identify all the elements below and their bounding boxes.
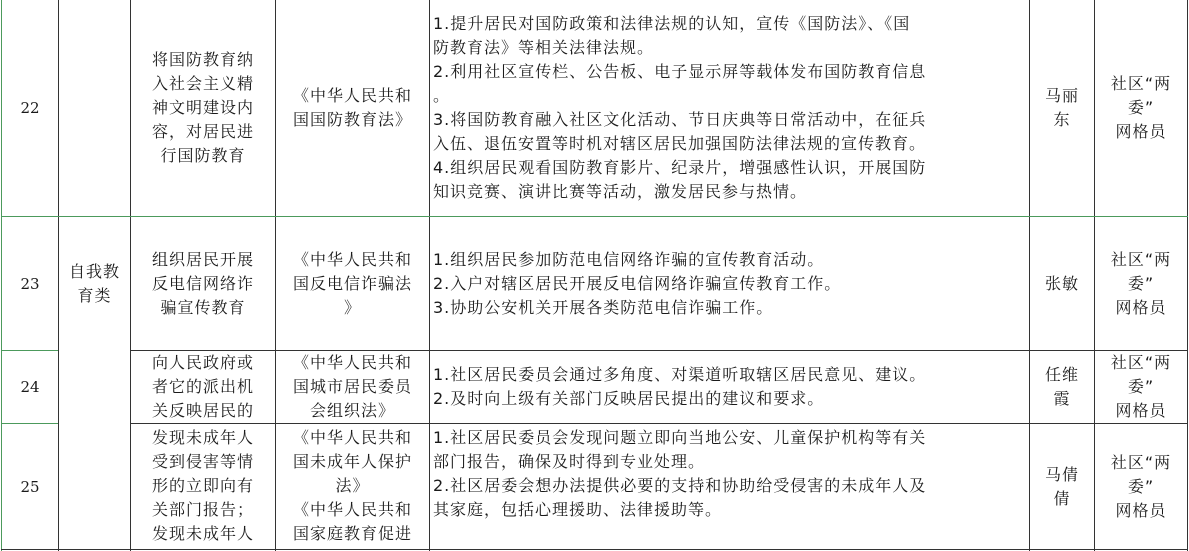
row-25-content-line: 形的立即向有 xyxy=(151,476,254,495)
right-border xyxy=(1187,0,1188,551)
row-25-content xyxy=(131,424,275,549)
row-23-role-line: 网格员 xyxy=(1115,297,1167,317)
row-24-content-line: 者它的派出机 xyxy=(151,377,254,396)
row-22-measure-line: 3.将国防教育融入社区文化活动、节日庆典等日常活动中，在征兵 xyxy=(433,110,927,129)
row-24-measures xyxy=(433,351,1027,423)
row-22-measure-line: 防教育法》等相关法律法规。 xyxy=(433,38,655,57)
row-22-measure-line: 1.提升居民对国防政策和法律法规的认知，宣传《国防法》、《国 xyxy=(433,14,911,33)
row-25-person xyxy=(1030,424,1094,549)
row-24-measure-line: 1.社区居民委员会通过多角度、对渠道听取辖区居民意见、建议。 xyxy=(433,365,927,384)
row-23-content-line: 组织居民开展 xyxy=(151,249,254,269)
row-25-law-line: 国未成年人保护 xyxy=(292,452,412,471)
row-23-person xyxy=(1030,217,1094,350)
row-25-law-line: 法》 xyxy=(335,476,370,495)
row-24-law xyxy=(276,351,429,423)
row-24-law-line: 国城市居民委员 xyxy=(292,377,412,396)
row-22-measures xyxy=(433,2,1027,214)
row-24-role xyxy=(1095,351,1187,423)
row-25-measure-line: 1.社区居民委员会发现问题立即向当地公安、儿童保护机构等有关 xyxy=(433,428,927,447)
row-25-person-line: 马倩 xyxy=(1044,464,1079,484)
row-23-number: 23 xyxy=(20,274,40,293)
row-22-measure-line: 2.利用社区宣传栏、公告板、电子显示屏等载体发布国防教育信息 xyxy=(433,62,927,81)
row-22-measure-line: 入伍、退伍安置等时机对辖区居民加强国防法律法规的宣传教育。 xyxy=(433,134,927,153)
row-25-role-line: 委” xyxy=(1127,476,1155,496)
row-25-measure-line: 2.社区居委会想办法提供必要的支持和协助给受侵害的未成年人及 xyxy=(433,476,927,495)
col-divider-4 xyxy=(429,0,430,551)
row-24-law-line: 会组织法》 xyxy=(309,401,395,420)
row-23-category xyxy=(59,217,130,350)
row-23-measure-line: 1.组织居民参加防范电信网络诈骗的宣传教育活动。 xyxy=(433,249,825,269)
row-22-person-line: 东 xyxy=(1053,110,1071,129)
row-25-role-line: 社区“两 xyxy=(1110,452,1172,472)
row-24-person-line: 霞 xyxy=(1053,389,1071,408)
row-22-content-line: 行国防教育 xyxy=(160,146,246,165)
row-22-number: 22 xyxy=(20,99,40,117)
row-24-content-line: 向人民政府或 xyxy=(151,353,254,372)
row-24-measure-line: 2.及时向上级有关部门反映居民提出的建议和要求。 xyxy=(433,389,825,408)
row-22-content-line: 神文明建设内 xyxy=(151,98,254,117)
row-25-measure-line: 部门报告，确保及时得到专业处理。 xyxy=(433,452,706,471)
row-25-number: 25 xyxy=(20,477,40,496)
row-23-measure-line: 2.入户对辖区居民开展反电信网络诈骗宣传教育工作。 xyxy=(433,273,842,293)
bottom-border xyxy=(1,549,1188,550)
row-23-person-line: 张敏 xyxy=(1044,273,1079,293)
row-22-role-line: 网格员 xyxy=(1115,122,1167,141)
row-25-content-line: 发现未成年人 xyxy=(151,524,254,543)
row-23-role-line: 委” xyxy=(1127,273,1155,293)
row-22-law-line: 《中华人民共和 xyxy=(292,86,412,105)
row-23-measure-line: 3.协助公安机关开展各类防范电信诈骗工作。 xyxy=(433,297,774,317)
row-22-person-line: 马丽 xyxy=(1044,86,1079,105)
row-25-law-line: 《中华人民共和 xyxy=(292,428,412,447)
row-22-content xyxy=(131,0,275,216)
row-23-law-line: 《中华人民共和 xyxy=(292,249,412,269)
row-22-person xyxy=(1030,0,1094,216)
row-23-law-line: 国反电信诈骗法 xyxy=(292,273,412,293)
row-24-person-line: 任维 xyxy=(1044,365,1079,384)
row-22-role xyxy=(1095,0,1187,216)
row-23-role xyxy=(1095,217,1187,350)
row-24-law-line: 《中华人民共和 xyxy=(292,353,412,372)
row-22-measure-line: 4.组织居民观看国防教育影片、纪录片，增强感性认识，开展国防 xyxy=(433,158,927,177)
row-22-measure-line: 。 xyxy=(433,86,451,105)
row-23-measures xyxy=(433,217,1027,350)
row-22-role-line: 社区“两 xyxy=(1110,74,1172,93)
row-22-content-line: 容，对居民进 xyxy=(151,122,254,141)
row-22-role-line: 委” xyxy=(1127,98,1155,117)
row-23-law-line: 》 xyxy=(343,297,361,317)
row-24-role-line: 网格员 xyxy=(1115,401,1167,420)
row-25-measure-line: 其家庭，包括心理援助、法律援助等。 xyxy=(433,500,723,519)
row-25-measures xyxy=(433,426,1027,546)
row-23-content xyxy=(131,217,275,350)
row-25-content-line: 关部门报告； xyxy=(151,500,254,519)
row-23-law xyxy=(276,217,429,350)
row-25-content-line: 发现未成年人 xyxy=(151,428,254,447)
row-25-law xyxy=(276,424,429,549)
row-22-law-line: 国国防教育法》 xyxy=(292,110,412,129)
row-24-role-line: 社区“两 xyxy=(1110,353,1172,372)
row-24-role-line: 委” xyxy=(1127,377,1155,396)
row-23-content-line: 骗宣传教育 xyxy=(160,297,246,317)
row-22-content-line: 将国防教育纳 xyxy=(151,50,254,69)
row-25-content-line: 受到侵害等情 xyxy=(151,452,254,471)
row-22-content-line: 入社会主义精 xyxy=(151,74,254,93)
row-25-law-line: 《中华人民共和 xyxy=(292,500,412,519)
row-25-role xyxy=(1095,424,1187,549)
row-23-category-line: 自我教 xyxy=(68,261,120,281)
row-24-content-line: 关反映居民的 xyxy=(151,401,254,420)
row-23-category-line: 育类 xyxy=(77,285,112,305)
row-25-person-line: 倩 xyxy=(1053,488,1071,508)
row-25-law-line: 国家庭教育促进 xyxy=(292,524,412,543)
row-24-content xyxy=(131,351,275,423)
row-23-role-line: 社区“两 xyxy=(1110,249,1172,269)
row-23-content-line: 反电信网络诈 xyxy=(151,273,254,293)
row-24-person xyxy=(1030,351,1094,423)
row-22-measure-line: 知识竞赛、演讲比赛等活动，激发居民参与热情。 xyxy=(433,182,808,201)
row-22-law xyxy=(276,0,429,216)
row-25-role-line: 网格员 xyxy=(1115,500,1167,520)
row-24-number: 24 xyxy=(20,378,40,396)
